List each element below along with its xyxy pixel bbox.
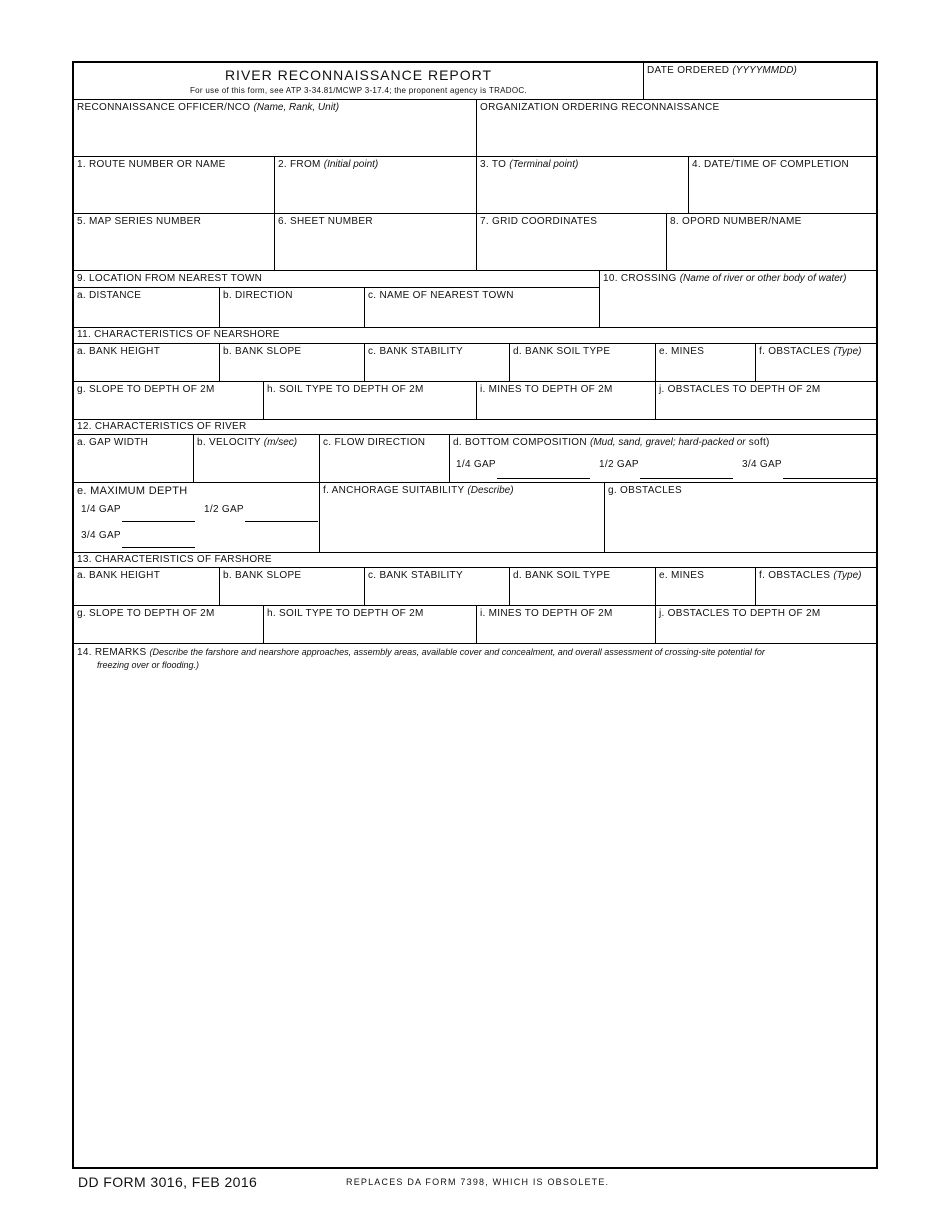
farshore-obstacles-depth-field[interactable]: j. OBSTACLES TO DEPTH OF 2M [656,606,876,644]
farshore-mines-field[interactable]: e. MINES [656,568,756,606]
ordering-org-label: ORGANIZATION ORDERING RECONNAISSANCE [480,102,720,113]
opord-field[interactable] [667,214,876,271]
date-ordered-label: DATE ORDERED [647,65,730,76]
map-series-label: 5. MAP SERIES NUMBER [77,216,202,227]
farshore-mines-depth-field[interactable]: i. MINES TO DEPTH OF 2M [477,606,656,644]
grid-coordinates-field[interactable] [477,214,667,271]
remarks-hint: (Describe the farshore and nearshore approaches, assembly areas, available cover and concealment, and overall assessment of crossing-site potential for [149,647,765,657]
recon-officer-label: RECONNAISSANCE OFFICER/NCO [77,102,251,113]
grid-coordinates-label: 7. GRID COORDINATES [480,216,598,227]
bottom-composition-field[interactable]: d. BOTTOM COMPOSITION (Mud, sand, gravel; hard-packed or soft) [450,435,876,483]
nearshore-slope-depth-field[interactable]: g. SLOPE TO DEPTH OF 2M [74,382,264,420]
ordering-org-field[interactable] [477,100,876,157]
nearshore-mines-depth-field[interactable]: i. MINES TO DEPTH OF 2M [477,382,656,420]
from-hint: (Initial point) [323,159,379,170]
farshore-soil-depth-field[interactable]: h. SOIL TYPE TO DEPTH OF 2M [264,606,477,644]
to-field[interactable] [477,157,689,214]
recon-officer-hint: (Name, Rank, Unit) [253,102,340,113]
nearshore-mines-field[interactable]: e. MINES [656,344,756,382]
distance-label: a. DISTANCE [77,290,142,301]
nearest-town-field[interactable] [365,288,600,328]
remarks-hint-cont: freezing over or flooding.) [97,660,200,670]
velocity-field[interactable]: b. VELOCITY (m/sec) [194,435,320,483]
farshore-bank-stability-field[interactable]: c. BANK STABILITY [365,568,510,606]
depth-gap-threequarter-label: 3/4 GAP [81,530,121,541]
nearshore-soil-depth-field[interactable]: h. SOIL TYPE TO DEPTH OF 2M [264,382,477,420]
river-recon-form [72,61,878,1169]
route-field[interactable] [74,157,275,214]
bottom-gap-half-label: 1/2 GAP [599,459,639,470]
route-label: 1. ROUTE NUMBER OR NAME [77,159,226,170]
river-obstacles-field[interactable]: g. OBSTACLES [605,483,876,553]
depth-gap-half-input[interactable] [245,521,318,522]
river-heading: 12. CHARACTERISTICS OF RIVER [74,420,876,435]
depth-gap-quarter-label: 1/4 GAP [81,504,121,515]
depth-gap-half-label: 1/2 GAP [204,504,244,515]
maximum-depth-field[interactable]: e. MAXIMUM DEPTH [74,483,320,553]
gap-width-field[interactable]: a. GAP WIDTH [74,435,194,483]
farshore-heading: 13. CHARACTERISTICS OF FARSHORE [74,553,876,568]
nearshore-heading: 11. CHARACTERISTICS OF NEARSHORE [74,328,876,344]
date-ordered-hint: (YYYYMMDD) [732,65,797,76]
nearshore-bank-stability-field[interactable]: c. BANK STABILITY [365,344,510,382]
recon-officer-field[interactable] [74,100,477,157]
replaces-note: REPLACES DA FORM 7398, WHICH IS OBSOLETE. [346,1177,610,1187]
form-title-block [74,63,644,100]
form-id: DD FORM 3016, FEB 2016 [78,1174,258,1190]
form-title: RIVER RECONNAISSANCE REPORT [224,67,493,83]
farshore-bank-height-field[interactable]: a. BANK HEIGHT [74,568,220,606]
date-ordered-field[interactable] [644,63,876,100]
depth-gap-threequarter-input[interactable] [122,547,195,548]
sheet-number-label: 6. SHEET NUMBER [278,216,373,227]
nearshore-obstacles-depth-field[interactable]: j. OBSTACLES TO DEPTH OF 2M [656,382,876,420]
bottom-gap-quarter-input[interactable] [497,478,590,479]
direction-label: b. DIRECTION [223,290,293,301]
to-hint: (Terminal point) [509,159,579,170]
completion-datetime-label: 4. DATE/TIME OF COMPLETION [692,159,850,170]
opord-label: 8. OPORD NUMBER/NAME [670,216,802,227]
from-label: 2. FROM [278,159,321,170]
flow-direction-field[interactable]: c. FLOW DIRECTION [320,435,450,483]
distance-field[interactable] [74,288,220,328]
to-label: 3. TO [480,159,507,170]
completion-datetime-field[interactable] [689,157,876,214]
crossing-hint: (Name of river or other body of water) [679,273,847,284]
nearest-town-label: c. NAME OF NEAREST TOWN [368,290,514,301]
nearshore-obstacles-field[interactable]: f. OBSTACLES (Type) [756,344,876,382]
crossing-label: 10. CROSSING [603,273,677,284]
farshore-slope-depth-field[interactable]: g. SLOPE TO DEPTH OF 2M [74,606,264,644]
depth-gap-quarter-input[interactable] [122,521,195,522]
form-subtitle: For use of this form, see ATP 3-34.81/MCWP 3-17.4; the proponent agency is TRADOC. [189,86,528,95]
bottom-gap-threequarter-input[interactable] [783,478,876,479]
map-series-field[interactable] [74,214,275,271]
nearshore-bank-slope-field[interactable]: b. BANK SLOPE [220,344,365,382]
farshore-obstacles-field[interactable]: f. OBSTACLES (Type) [756,568,876,606]
nearshore-bank-soil-field[interactable]: d. BANK SOIL TYPE [510,344,656,382]
farshore-bank-soil-field[interactable]: d. BANK SOIL TYPE [510,568,656,606]
remarks-field[interactable] [74,644,876,1167]
anchorage-suitability-field[interactable]: f. ANCHORAGE SUITABILITY (Describe) [320,483,605,553]
bottom-gap-half-input[interactable] [640,478,733,479]
nearshore-bank-height-field[interactable]: a. BANK HEIGHT [74,344,220,382]
farshore-bank-slope-field[interactable]: b. BANK SLOPE [220,568,365,606]
remarks-label: 14. REMARKS [77,647,147,658]
bottom-gap-threequarter-label: 3/4 GAP [742,459,782,470]
bottom-gap-quarter-label: 1/4 GAP [456,459,496,470]
sheet-number-field[interactable] [275,214,477,271]
from-field[interactable] [275,157,477,214]
direction-field[interactable] [220,288,365,328]
location-heading: 9. LOCATION FROM NEAREST TOWN [74,271,600,288]
crossing-field[interactable] [600,271,876,328]
